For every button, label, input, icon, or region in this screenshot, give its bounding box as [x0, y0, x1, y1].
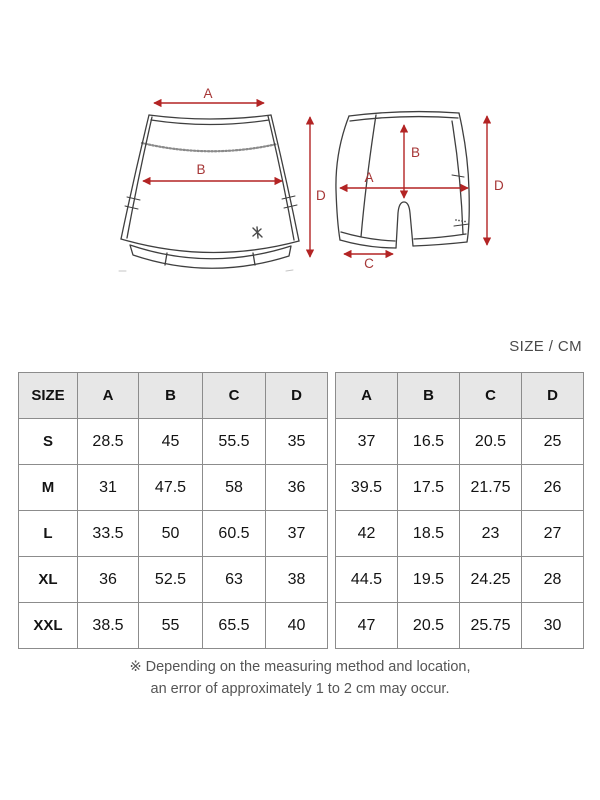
table-cell: 37	[266, 511, 328, 557]
table-row	[336, 419, 584, 465]
skirt-label-b: B	[196, 162, 206, 177]
table-cell: 45	[139, 419, 203, 465]
skirt-size-table	[18, 372, 328, 649]
table-cell: L	[19, 511, 78, 557]
table-cell: 36	[266, 465, 328, 511]
skirt-label-d: D	[316, 188, 326, 203]
table-cell: 65.5	[203, 603, 266, 649]
table-cell: 24.25	[460, 557, 522, 603]
column-header: A	[336, 373, 398, 419]
measurement-arrows	[143, 103, 487, 257]
garment-measurement-diagram	[0, 0, 600, 330]
column-header: D	[266, 373, 328, 419]
brand-logo-mark	[253, 227, 262, 238]
table-cell: 25.75	[460, 603, 522, 649]
table-cell: 50	[139, 511, 203, 557]
table-cell: 16.5	[398, 419, 460, 465]
table-cell: 23	[460, 511, 522, 557]
table-cell: 42	[336, 511, 398, 557]
table-cell: 39.5	[336, 465, 398, 511]
table-cell: 38.5	[78, 603, 139, 649]
table-cell: 26	[522, 465, 584, 511]
table-cell: 30	[522, 603, 584, 649]
table-cell: 25	[522, 419, 584, 465]
table-cell: 55	[139, 603, 203, 649]
table-cell: 20.5	[460, 419, 522, 465]
column-header: C	[460, 373, 522, 419]
skirt-drawing	[119, 115, 299, 271]
footnote-line-1: ※ Depending on the measuring method and location,	[129, 659, 471, 675]
table-cell: S	[19, 419, 78, 465]
table-cell: 33.5	[78, 511, 139, 557]
table-row	[19, 511, 328, 557]
table-cell: XXL	[19, 603, 78, 649]
shorts-size-table	[335, 372, 584, 649]
table-cell: 19.5	[398, 557, 460, 603]
size-unit-label: SIZE / CM	[509, 338, 582, 355]
table-cell: 20.5	[398, 603, 460, 649]
column-header: A	[78, 373, 139, 419]
table-cell: 44.5	[336, 557, 398, 603]
column-header: D	[522, 373, 584, 419]
table-row	[19, 603, 328, 649]
table-cell: 28.5	[78, 419, 139, 465]
table-row	[336, 603, 584, 649]
table-cell: 36	[78, 557, 139, 603]
table-cell: 38	[266, 557, 328, 603]
table-cell: XL	[19, 557, 78, 603]
table-cell: M	[19, 465, 78, 511]
table-cell: 47	[336, 603, 398, 649]
table-cell: 58	[203, 465, 266, 511]
shorts-drawing	[336, 112, 469, 248]
shorts-label-c: C	[364, 256, 374, 271]
table-cell: 60.5	[203, 511, 266, 557]
column-header: B	[139, 373, 203, 419]
table-cell: 40	[266, 603, 328, 649]
table-cell: 27	[522, 511, 584, 557]
table-row	[19, 465, 328, 511]
table-row	[19, 419, 328, 465]
shorts-label-d: D	[494, 178, 504, 193]
shorts-label-a: A	[364, 170, 374, 185]
table-row	[336, 465, 584, 511]
shorts-label-b: B	[411, 145, 421, 160]
table-cell: 55.5	[203, 419, 266, 465]
table-cell: 28	[522, 557, 584, 603]
table-cell: 63	[203, 557, 266, 603]
column-header: C	[203, 373, 266, 419]
table-cell: 47.5	[139, 465, 203, 511]
table-cell: 18.5	[398, 511, 460, 557]
table-cell: 37	[336, 419, 398, 465]
column-header: B	[398, 373, 460, 419]
table-cell: 31	[78, 465, 139, 511]
footnote-line-2: an error of approximately 1 to 2 cm may occur.	[150, 681, 450, 697]
skirt-label-a: A	[203, 86, 213, 101]
table-cell: 35	[266, 419, 328, 465]
column-header: SIZE	[19, 373, 78, 419]
table-row	[336, 511, 584, 557]
table-cell: 17.5	[398, 465, 460, 511]
table-cell: 21.75	[460, 465, 522, 511]
table-row	[336, 557, 584, 603]
pocket-stitch-dots	[455, 219, 466, 222]
table-cell: 52.5	[139, 557, 203, 603]
table-row	[19, 557, 328, 603]
measurement-footnote	[0, 656, 600, 700]
